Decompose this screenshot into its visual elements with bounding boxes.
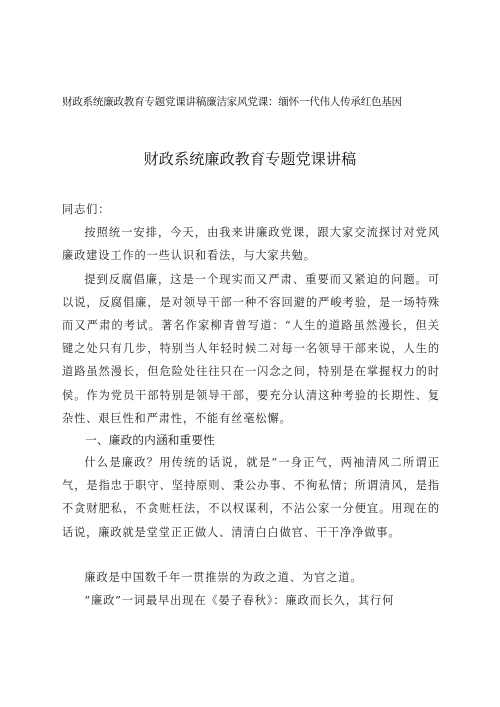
body-paragraph: 提到反腐倡廉，这是一个现实而又严肃、重要而又紧迫的问题。可以说，反腐倡廉，是对领导干部一种不容回避的严峻考验，是一场特殊而又严肃的考试。著名作家柳青曾写道：“人生的道路虽然漫长，但关键之处只有几步，特别当人年轻时候二对每一名领导干部来说，人生的道路虽然漫长，但危险处往往只在一闪念之间，特别是在掌握权力的时侯。作为党员干部特别是领导干部，要充分认清这种考验的长期性、复杂性、艰巨性和严肃性，不能有丝毫松懈。 xyxy=(62,272,440,425)
document-body xyxy=(62,198,440,612)
salutation: 同志们： xyxy=(62,203,111,216)
document-header: 财政系统廉政教育专题党课讲稿廉洁家风党课：缅怀一代伟人传承红色基因 xyxy=(62,96,402,108)
paragraph-gap xyxy=(62,544,440,566)
body-paragraph: 按照统一安排，今天，由我来讲廉政党课，跟大家交流探讨对党风廉政建设工作的一些认识和看法，与大家共勉。 xyxy=(62,226,440,263)
body-paragraph: “廉政”一词最早出现在《晏子春秋》：廉政而长久，其行何 xyxy=(84,594,395,608)
document-title: 财政系统廉政教育专题党课讲稿 xyxy=(143,150,357,168)
body-paragraph: 廉政是中国数千年一贯推崇的为政之道、为官之道。 xyxy=(84,570,363,584)
body-paragraph: 什么是廉政？用传统的话说，就是“一身正气，两袖清风二所谓正气，是指忠于职守、坚持原则、秉公办事、不徇私情；所谓清风，是指不贪财肥私，不贪赃枉法，不以权谋利，不沾公家一分便宜。用现在的话说，廉政就是堂堂正正做人、清清白白做官、干干净净做事。 xyxy=(62,456,440,539)
section-heading: 一、廉政的内涵和重要性 xyxy=(85,433,215,448)
